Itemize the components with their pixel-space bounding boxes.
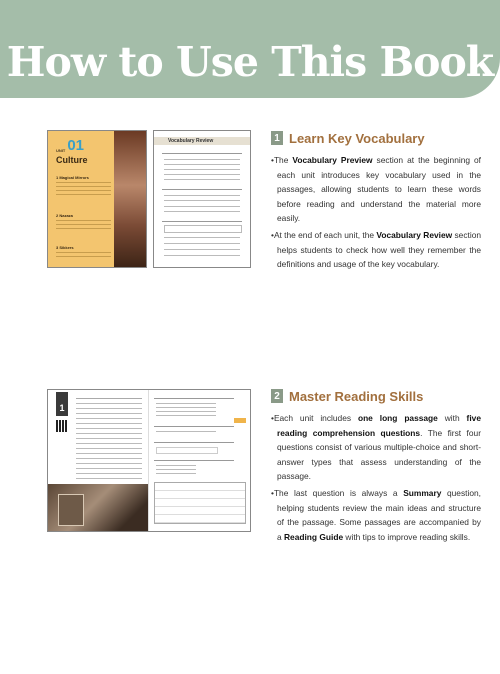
section-master-reading [271, 387, 481, 544]
unit-item-1: 1 Magical Mirrors [56, 175, 89, 180]
bullet-paragraph: •At the end of each unit, the Vocabulary Review section helps students to check how well they remember the definitions and usage of the key vocabulary. [271, 229, 482, 270]
reading-guide-marker [234, 418, 246, 423]
section-number: 1 [271, 131, 283, 145]
bullet-paragraph: •Each unit includes one long passage with five reading comprehension questions. The first four questions consist of various multiple-choice and short-answer types that assess understanding of the passage. [271, 413, 481, 482]
unit-label: UNIT [56, 148, 66, 153]
summary-table [154, 482, 246, 524]
unit-item-3: 3 Sikkers [56, 245, 74, 250]
vocabulary-review-thumbnail [153, 130, 251, 268]
qr-code-icon [56, 420, 68, 432]
unit-opener-thumbnail [47, 130, 147, 268]
unit-item-2: 2 Nazaza [56, 213, 73, 218]
bullet-paragraph: •The last question is always a Summary question, helping students review the main ideas and structure of the passage. Some passages are accompanied by a Reading Guide with tips to improve reading skills. [271, 487, 481, 542]
passage-photo-inset [58, 494, 84, 526]
unit-number: 01 [67, 137, 85, 154]
unit-tab: 1 [56, 392, 68, 416]
section-title: Learn Key Vocabulary [289, 130, 425, 146]
page-title: How to Use This Book [6, 38, 494, 86]
section-title: Master Reading Skills [289, 388, 424, 404]
review-title: Vocabulary Review [168, 138, 214, 144]
reading-passage-thumbnail [47, 389, 251, 532]
bullet-paragraph: •The Vocabulary Preview section at the beginning of each unit introduces key vocabulary used in the passages, allowing students to learn these words before reading and understand the material more easily. [271, 155, 482, 224]
title-banner [0, 0, 500, 98]
section-learn-vocabulary [271, 129, 481, 272]
section-number: 2 [271, 389, 283, 403]
unit-title: Culture [56, 155, 88, 165]
unit-photo [114, 131, 146, 267]
